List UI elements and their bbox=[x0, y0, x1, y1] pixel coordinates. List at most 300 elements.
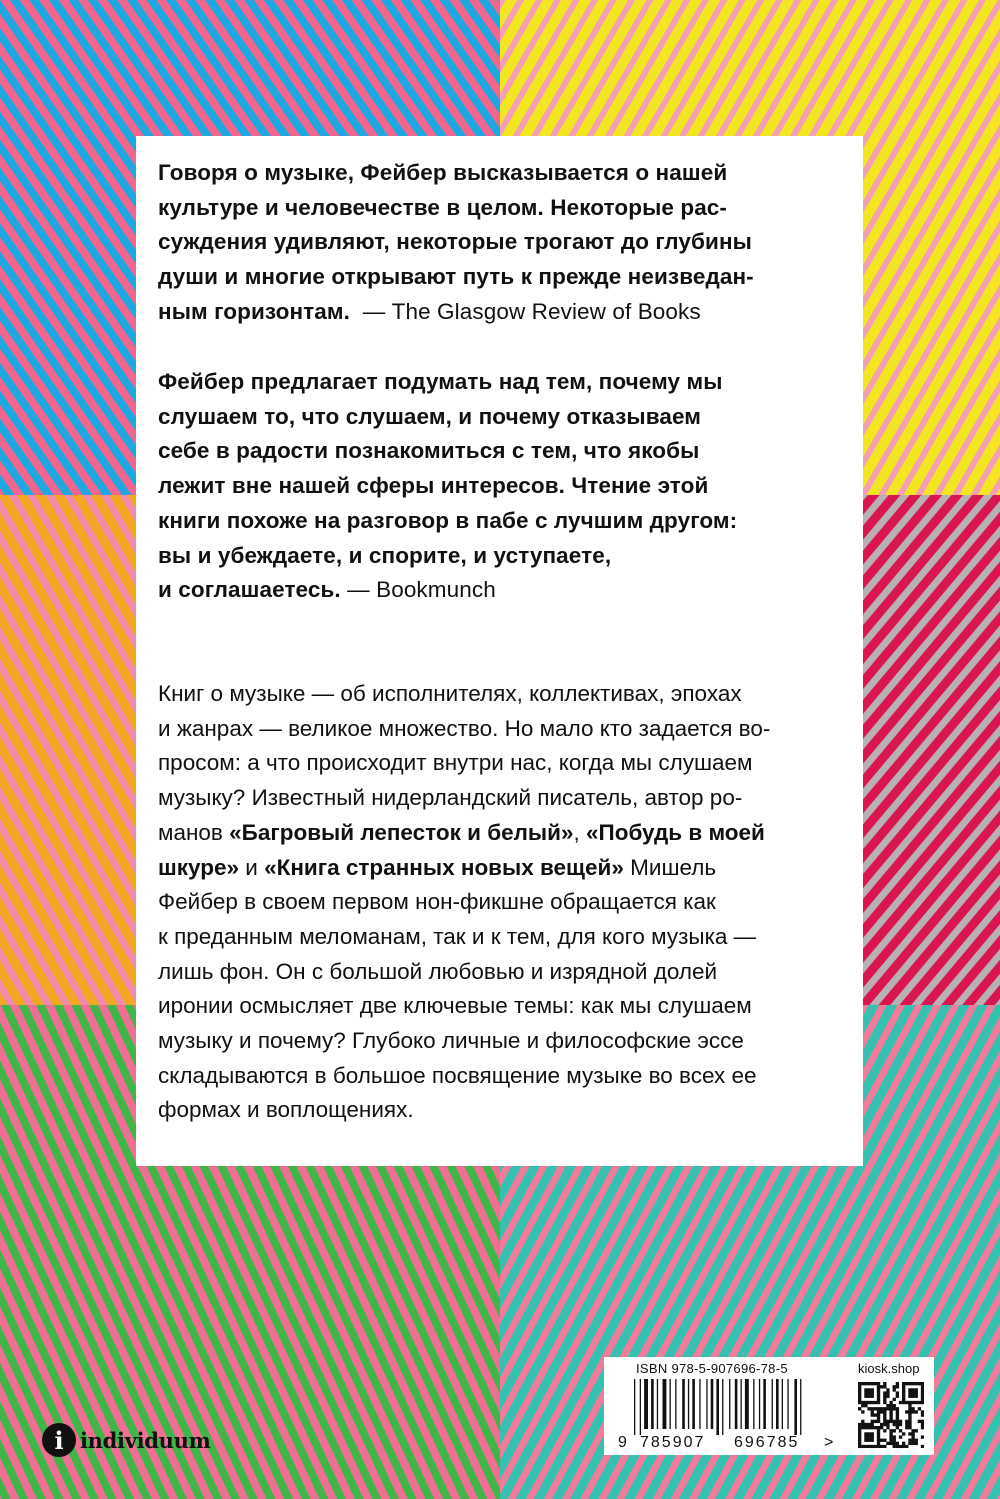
desc-text: Мишель bbox=[623, 854, 717, 880]
barcode-bar bbox=[699, 1379, 700, 1429]
qr-cell bbox=[861, 1404, 864, 1407]
qr-cell bbox=[858, 1407, 861, 1410]
desc-line: музыку и почему? Глубоко личные и философские эссе bbox=[158, 1028, 744, 1054]
qr-cell bbox=[858, 1391, 861, 1394]
qr-cell bbox=[896, 1423, 899, 1426]
barcode-bar bbox=[772, 1379, 773, 1429]
barcode-bar bbox=[763, 1379, 766, 1429]
barcode-bar bbox=[682, 1379, 685, 1429]
review-quote-glasgow bbox=[158, 156, 848, 330]
book-title-strange-new-things: «Книга странных новых вещей» bbox=[264, 854, 624, 880]
qr-cell bbox=[921, 1385, 924, 1388]
isbn-number: ISBN 978-5-907696-78-5 bbox=[636, 1361, 788, 1376]
qr-cell bbox=[877, 1401, 880, 1404]
qr-cell bbox=[899, 1435, 902, 1438]
quote-text: и соглашаетесь. bbox=[158, 577, 341, 603]
qr-cell bbox=[864, 1435, 867, 1438]
qr-cell bbox=[902, 1395, 905, 1398]
qr-cell bbox=[883, 1445, 886, 1448]
qr-cell bbox=[911, 1439, 914, 1442]
qr-cell bbox=[861, 1445, 864, 1448]
qr-cell bbox=[877, 1382, 880, 1385]
qr-cell bbox=[889, 1413, 892, 1416]
qr-cell bbox=[880, 1445, 883, 1448]
qr-cell bbox=[867, 1435, 870, 1438]
qr-cell bbox=[893, 1385, 896, 1388]
qr-cell bbox=[877, 1445, 880, 1448]
qr-cell bbox=[883, 1407, 886, 1410]
qr-cell bbox=[867, 1423, 870, 1426]
barcode-bar bbox=[745, 1379, 749, 1429]
qr-cell bbox=[864, 1388, 867, 1391]
qr-cell bbox=[877, 1413, 880, 1416]
barcode-bar bbox=[692, 1379, 695, 1429]
quote-source: — The Glasgow Review of Books bbox=[362, 298, 701, 324]
quote-line-last bbox=[158, 295, 848, 330]
qr-cell bbox=[864, 1395, 867, 1398]
qr-cell bbox=[918, 1420, 921, 1423]
qr-cell bbox=[902, 1445, 905, 1448]
qr-cell bbox=[899, 1401, 902, 1404]
barcode-bar bbox=[706, 1379, 707, 1429]
qr-cell bbox=[918, 1407, 921, 1410]
qr-cell bbox=[864, 1432, 867, 1435]
quote-line: лежит вне нашей сферы интересов. Чтение этой bbox=[158, 473, 709, 499]
qr-cell bbox=[871, 1407, 874, 1410]
barcode-bar bbox=[711, 1379, 714, 1429]
qr-cell bbox=[861, 1401, 864, 1404]
qr-cell bbox=[877, 1391, 880, 1394]
qr-cell bbox=[889, 1442, 892, 1445]
desc-line bbox=[158, 851, 848, 886]
qr-cell bbox=[864, 1423, 867, 1426]
qr-cell bbox=[874, 1426, 877, 1429]
qr-cell bbox=[896, 1413, 899, 1416]
qr-cell bbox=[921, 1445, 924, 1448]
qr-cell bbox=[893, 1388, 896, 1391]
qr-cell bbox=[905, 1445, 908, 1448]
qr-cell bbox=[908, 1413, 911, 1416]
qr-cell bbox=[911, 1432, 914, 1435]
qr-cell bbox=[867, 1426, 870, 1429]
qr-cells bbox=[858, 1382, 924, 1448]
publisher-mark-icon: i bbox=[42, 1423, 76, 1457]
qr-cell bbox=[877, 1398, 880, 1401]
qr-cell bbox=[899, 1423, 902, 1426]
barcode-bars bbox=[634, 1379, 801, 1435]
book-title-under-the-skin-part2: шкуре» bbox=[158, 854, 240, 880]
qr-cell bbox=[877, 1385, 880, 1388]
qr-cell bbox=[861, 1410, 864, 1413]
qr-cell bbox=[908, 1417, 911, 1420]
qr-cell bbox=[902, 1388, 905, 1391]
desc-line: иронии осмысляет две ключевые темы: как мы слушаем bbox=[158, 993, 752, 1019]
desc-line: Книг о музыке — об исполнителях, коллективах, эпохах bbox=[158, 681, 742, 706]
qr-cell bbox=[858, 1423, 861, 1426]
qr-cell bbox=[908, 1426, 911, 1429]
qr-cell bbox=[889, 1432, 892, 1435]
quote-line: суждения удивляют, некоторые трогают до глубины bbox=[158, 229, 752, 255]
qr-cell bbox=[883, 1398, 886, 1401]
qr-cell bbox=[896, 1410, 899, 1413]
qr-cell bbox=[877, 1426, 880, 1429]
qr-cell bbox=[911, 1395, 914, 1398]
qr-cell bbox=[905, 1410, 908, 1413]
qr-cell bbox=[877, 1417, 880, 1420]
qr-cell bbox=[902, 1401, 905, 1404]
qr-cell bbox=[899, 1429, 902, 1432]
qr-cell bbox=[915, 1388, 918, 1391]
qr-cell bbox=[883, 1401, 886, 1404]
qr-cell bbox=[858, 1432, 861, 1435]
qr-cell bbox=[867, 1382, 870, 1385]
qr-cell bbox=[908, 1407, 911, 1410]
qr-cell bbox=[871, 1423, 874, 1426]
barcode-bar bbox=[729, 1379, 730, 1429]
qr-cell bbox=[871, 1413, 874, 1416]
qr-cell bbox=[861, 1420, 864, 1423]
barcode-bar bbox=[657, 1379, 658, 1429]
qr-cell bbox=[858, 1426, 861, 1429]
barcode-bar bbox=[735, 1379, 738, 1429]
qr-cell bbox=[921, 1435, 924, 1438]
qr-cell bbox=[911, 1401, 914, 1404]
qr-cell bbox=[874, 1382, 877, 1385]
qr-cell bbox=[911, 1442, 914, 1445]
book-description bbox=[158, 677, 848, 1128]
text-panel bbox=[136, 136, 863, 1166]
qr-cell bbox=[871, 1391, 874, 1394]
qr-cell bbox=[902, 1382, 905, 1385]
barcode-bar bbox=[634, 1379, 635, 1435]
qr-cell bbox=[899, 1420, 902, 1423]
qr-cell bbox=[858, 1388, 861, 1391]
qr-cell bbox=[858, 1442, 861, 1445]
barcode-bar bbox=[688, 1379, 689, 1429]
qr-cell bbox=[915, 1382, 918, 1385]
qr-cell bbox=[908, 1423, 911, 1426]
qr-cell bbox=[896, 1382, 899, 1385]
qr-cell bbox=[893, 1404, 896, 1407]
qr-cell bbox=[877, 1388, 880, 1391]
qr-cell bbox=[896, 1385, 899, 1388]
qr-cell bbox=[880, 1426, 883, 1429]
desc-line: лишь фон. Он с большой любовью и изрядной долей bbox=[158, 958, 718, 984]
qr-cell bbox=[889, 1407, 892, 1410]
qr-cell bbox=[874, 1401, 877, 1404]
qr-cell bbox=[861, 1423, 864, 1426]
barcode-bar bbox=[741, 1379, 742, 1429]
qr-code bbox=[858, 1382, 924, 1448]
qr-cell bbox=[871, 1435, 874, 1438]
qr-cell bbox=[921, 1423, 924, 1426]
book-title-under-the-skin-part1: «Побудь в моей bbox=[586, 819, 765, 845]
qr-cell bbox=[858, 1382, 861, 1385]
barcode-bar bbox=[722, 1379, 723, 1435]
qr-cell bbox=[893, 1435, 896, 1438]
qr-cell bbox=[889, 1435, 892, 1438]
qr-cell bbox=[886, 1426, 889, 1429]
barcode-bar bbox=[787, 1379, 788, 1429]
barcode-bar bbox=[670, 1379, 671, 1429]
qr-cell bbox=[880, 1439, 883, 1442]
qr-cell bbox=[915, 1439, 918, 1442]
barcode-digit-first: 9 bbox=[618, 1434, 627, 1451]
qr-cell bbox=[871, 1445, 874, 1448]
qr-cell bbox=[864, 1439, 867, 1442]
qr-cell bbox=[896, 1442, 899, 1445]
qr-cell bbox=[915, 1391, 918, 1394]
qr-cell bbox=[905, 1423, 908, 1426]
quote-line: себе в радости познакомиться с тем, что якобы bbox=[158, 438, 700, 464]
qr-cell bbox=[896, 1417, 899, 1420]
barcode bbox=[618, 1379, 843, 1453]
qr-cell bbox=[899, 1445, 902, 1448]
qr-cell bbox=[893, 1423, 896, 1426]
barcode-bar bbox=[782, 1379, 783, 1429]
qr-cell bbox=[896, 1395, 899, 1398]
desc-line: и жанрах — великое множество. Но мало кто задается во- bbox=[158, 715, 771, 741]
qr-cell bbox=[921, 1426, 924, 1429]
qr-cell bbox=[915, 1429, 918, 1432]
qr-cell bbox=[921, 1388, 924, 1391]
qr-cell bbox=[858, 1429, 861, 1432]
qr-cell bbox=[867, 1445, 870, 1448]
qr-cell bbox=[874, 1413, 877, 1416]
qr-cell bbox=[864, 1401, 867, 1404]
qr-cell bbox=[877, 1395, 880, 1398]
qr-cell bbox=[902, 1385, 905, 1388]
qr-cell bbox=[893, 1429, 896, 1432]
qr-cell bbox=[908, 1432, 911, 1435]
qr-cell bbox=[921, 1410, 924, 1413]
desc-line: Фейбер в своем первом нон-фикшне обращается как bbox=[158, 889, 716, 915]
barcode-arrow: > bbox=[824, 1434, 834, 1451]
quote-line: вы и убеждаете, и спорите, и уступаете, bbox=[158, 542, 612, 568]
quote-line: Говоря о музыке, Фейбер высказывается о нашей bbox=[158, 160, 728, 185]
barcode-bar bbox=[776, 1379, 779, 1429]
qr-cell bbox=[893, 1439, 896, 1442]
qr-cell bbox=[867, 1388, 870, 1391]
qr-cell bbox=[883, 1417, 886, 1420]
qr-cell bbox=[889, 1439, 892, 1442]
qr-cell bbox=[921, 1401, 924, 1404]
qr-cell bbox=[861, 1426, 864, 1429]
qr-cell bbox=[908, 1439, 911, 1442]
qr-cell bbox=[858, 1398, 861, 1401]
qr-cell bbox=[871, 1426, 874, 1429]
barcode-bar bbox=[651, 1379, 654, 1429]
qr-cell bbox=[858, 1401, 861, 1404]
qr-cell bbox=[902, 1442, 905, 1445]
quote-line: слушаем то, что слушаем, и почему отказываем bbox=[158, 403, 702, 429]
qr-cell bbox=[880, 1385, 883, 1388]
qr-cell bbox=[877, 1439, 880, 1442]
qr-cell bbox=[915, 1410, 918, 1413]
qr-cell bbox=[889, 1417, 892, 1420]
qr-cell bbox=[871, 1401, 874, 1404]
qr-cell bbox=[908, 1404, 911, 1407]
qr-cell bbox=[911, 1407, 914, 1410]
barcode-bar bbox=[794, 1379, 797, 1435]
qr-cell bbox=[911, 1429, 914, 1432]
qr-cell bbox=[867, 1439, 870, 1442]
barcode-bar bbox=[644, 1379, 648, 1429]
qr-cell bbox=[871, 1410, 874, 1413]
qr-cell bbox=[893, 1420, 896, 1423]
desc-line: формах и воплощениях. bbox=[158, 1097, 414, 1123]
qr-cell bbox=[877, 1410, 880, 1413]
quote-line: Фейбер предлагает подумать над тем, почему мы bbox=[158, 369, 723, 394]
qr-cell bbox=[893, 1407, 896, 1410]
desc-line: складываются в большое посвящение музыке во всех ее bbox=[158, 1062, 757, 1088]
qr-cell bbox=[896, 1420, 899, 1423]
qr-cell bbox=[902, 1398, 905, 1401]
qr-cell bbox=[858, 1385, 861, 1388]
quote-line-last bbox=[158, 573, 848, 608]
qr-cell bbox=[896, 1391, 899, 1394]
qr-cell bbox=[908, 1442, 911, 1445]
desc-text: и bbox=[239, 854, 265, 880]
publisher-logo bbox=[42, 1422, 211, 1458]
qr-cell bbox=[889, 1429, 892, 1432]
qr-cell bbox=[858, 1435, 861, 1438]
qr-cell bbox=[883, 1391, 886, 1394]
qr-cell bbox=[871, 1395, 874, 1398]
qr-cell bbox=[877, 1442, 880, 1445]
qr-cell bbox=[908, 1420, 911, 1423]
qr-cell bbox=[871, 1439, 874, 1442]
qr-cell bbox=[893, 1442, 896, 1445]
desc-line: просом: а что происходит внутри нас, когда мы слушаем bbox=[158, 750, 753, 776]
qr-cell bbox=[886, 1420, 889, 1423]
qr-cell bbox=[877, 1435, 880, 1438]
qr-cell bbox=[877, 1432, 880, 1435]
qr-cell bbox=[915, 1401, 918, 1404]
qr-cell bbox=[908, 1382, 911, 1385]
qr-cell bbox=[911, 1435, 914, 1438]
qr-cell bbox=[867, 1432, 870, 1435]
qr-cell bbox=[921, 1391, 924, 1394]
quote-line: души и многие открывают путь к прежде неизведан- bbox=[158, 264, 754, 290]
qr-cell bbox=[880, 1410, 883, 1413]
qr-cell bbox=[886, 1442, 889, 1445]
qr-cell bbox=[915, 1395, 918, 1398]
qr-cell bbox=[871, 1388, 874, 1391]
qr-cell bbox=[896, 1445, 899, 1448]
quote-line: книги похоже на разговор в пабе с лучшим другом: bbox=[158, 507, 738, 533]
barcode-digits-right: 696785 bbox=[734, 1434, 800, 1451]
barcode-bar bbox=[716, 1379, 719, 1435]
qr-cell bbox=[911, 1391, 914, 1394]
qr-cell bbox=[896, 1426, 899, 1429]
qr-cell bbox=[883, 1429, 886, 1432]
qr-cell bbox=[864, 1445, 867, 1448]
qr-cell bbox=[867, 1401, 870, 1404]
qr-cell bbox=[874, 1407, 877, 1410]
qr-cell bbox=[864, 1404, 867, 1407]
qr-cell bbox=[911, 1382, 914, 1385]
qr-cell bbox=[861, 1382, 864, 1385]
review-quote-bookmunch bbox=[158, 365, 848, 608]
desc-text: , bbox=[573, 819, 587, 845]
qr-cell bbox=[880, 1407, 883, 1410]
qr-cell bbox=[893, 1398, 896, 1401]
qr-cell bbox=[883, 1395, 886, 1398]
qr-cell bbox=[889, 1410, 892, 1413]
qr-cell bbox=[918, 1401, 921, 1404]
publisher-name: individuum bbox=[80, 1427, 211, 1453]
qr-cell bbox=[921, 1382, 924, 1385]
qr-cell bbox=[908, 1410, 911, 1413]
qr-cell bbox=[918, 1382, 921, 1385]
book-title-crimson-petal: «Багровый лепесток и белый» bbox=[229, 819, 574, 845]
qr-cell bbox=[905, 1426, 908, 1429]
qr-cell bbox=[886, 1423, 889, 1426]
qr-cell bbox=[908, 1388, 911, 1391]
qr-cell bbox=[871, 1382, 874, 1385]
qr-cell bbox=[883, 1413, 886, 1416]
qr-cell bbox=[911, 1388, 914, 1391]
qr-cell bbox=[886, 1391, 889, 1394]
barcode-digits-left: 785907 bbox=[640, 1434, 706, 1451]
qr-cell bbox=[864, 1382, 867, 1385]
qr-cell bbox=[902, 1391, 905, 1394]
qr-cell bbox=[915, 1442, 918, 1445]
barcode-bar bbox=[675, 1379, 676, 1429]
qr-cell bbox=[871, 1420, 874, 1423]
qr-cell bbox=[902, 1432, 905, 1435]
barcode-bar bbox=[640, 1379, 641, 1435]
qr-cell bbox=[893, 1445, 896, 1448]
qr-cell bbox=[871, 1432, 874, 1435]
qr-cell bbox=[883, 1423, 886, 1426]
qr-cell bbox=[867, 1395, 870, 1398]
qr-cell bbox=[886, 1407, 889, 1410]
qr-cell bbox=[889, 1420, 892, 1423]
quote-line: культуре и человечестве в целом. Некоторые рас- bbox=[158, 194, 728, 220]
qr-cell bbox=[867, 1407, 870, 1410]
barcode-bar bbox=[753, 1379, 754, 1429]
qr-cell bbox=[877, 1420, 880, 1423]
barcode-bar bbox=[759, 1379, 760, 1429]
qr-cell bbox=[886, 1388, 889, 1391]
qr-cell bbox=[867, 1391, 870, 1394]
qr-cell bbox=[883, 1410, 886, 1413]
qr-cell bbox=[911, 1410, 914, 1413]
qr-cell bbox=[921, 1413, 924, 1416]
qr-cell bbox=[877, 1407, 880, 1410]
qr-cell bbox=[880, 1423, 883, 1426]
desc-line: музыку? Известный нидерландский писатель, автор ро- bbox=[158, 785, 743, 811]
desc-line: к преданным меломанам, так и к тем, для кого музыка — bbox=[158, 923, 757, 949]
qr-cell bbox=[905, 1382, 908, 1385]
desc-line bbox=[158, 816, 848, 851]
qr-cell bbox=[889, 1401, 892, 1404]
qr-cell bbox=[858, 1439, 861, 1442]
qr-cell bbox=[864, 1426, 867, 1429]
qr-cell bbox=[889, 1404, 892, 1407]
shop-url: kiosk.shop bbox=[858, 1361, 920, 1376]
qr-cell bbox=[874, 1420, 877, 1423]
qr-cell bbox=[921, 1395, 924, 1398]
qr-cell bbox=[908, 1401, 911, 1404]
desc-text: манов bbox=[158, 819, 230, 845]
qr-cell bbox=[908, 1395, 911, 1398]
qr-cell bbox=[883, 1382, 886, 1385]
qr-cell bbox=[908, 1391, 911, 1394]
qr-cell bbox=[886, 1404, 889, 1407]
